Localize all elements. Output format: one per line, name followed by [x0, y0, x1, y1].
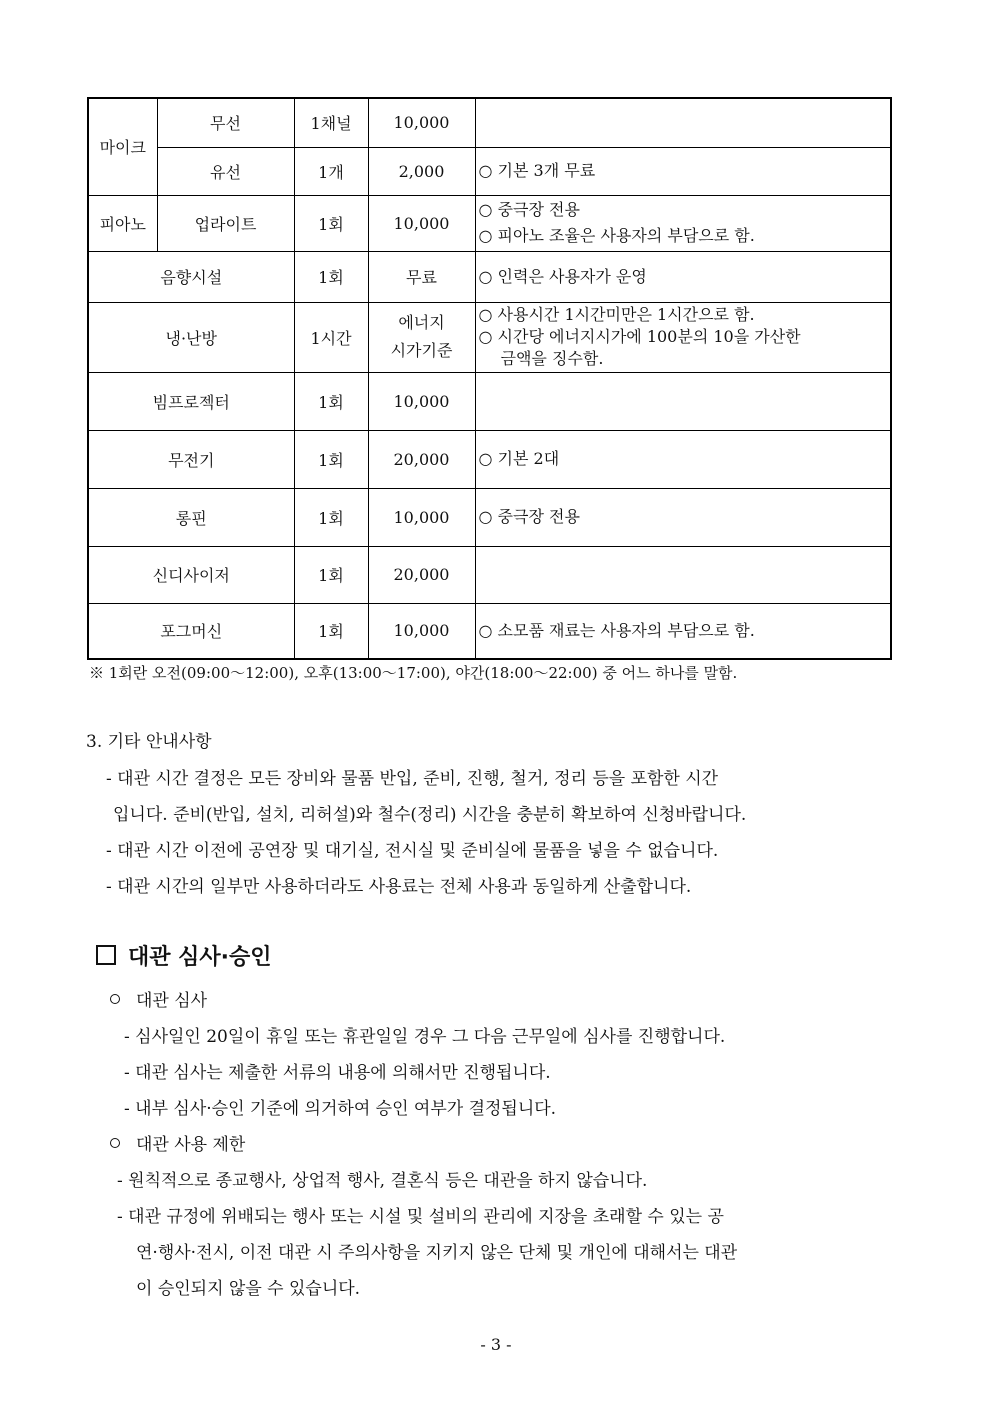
- note-line: ○ 사용시간 1시간미만은 1시간으로 함.: [478, 305, 755, 324]
- item-cell: 냉·난방: [88, 302, 294, 372]
- subheading-text: 대관 심사: [136, 991, 208, 1011]
- table-row: [88, 302, 891, 372]
- section-heading: 3. 기타 안내사항: [86, 732, 212, 752]
- paragraph-line: - 원칙적으로 종교행사, 상업적 행사, 결혼식 등은 대관을 하지 않습니다.: [117, 1171, 648, 1191]
- note-line: ○ 중극장 전용: [478, 200, 580, 219]
- table-row: [88, 195, 891, 251]
- unit-cell: 1회: [294, 430, 368, 488]
- note-cell: [475, 430, 891, 488]
- price-cell: 10,000: [368, 603, 475, 659]
- note-cell: [475, 488, 891, 546]
- unit-cell: 1회: [294, 251, 368, 302]
- price-cell: 10,000: [368, 195, 475, 251]
- price-cell: 무료: [368, 251, 475, 302]
- unit-cell: 1회: [294, 372, 368, 430]
- note-cell: [475, 147, 891, 195]
- note-cell: [475, 372, 891, 430]
- price-cell: 10,000: [368, 372, 475, 430]
- note-cell: [475, 195, 891, 251]
- note-line: ○ 기본 3개 무료: [478, 161, 596, 180]
- category-cell: 피아노: [88, 195, 157, 251]
- paragraph-line: - 심사일인 20일이 휴일 또는 휴관일일 경우 그 다음 근무일에 심사를 진행합니다.: [124, 1027, 726, 1047]
- item-cell: 음향시설: [88, 251, 294, 302]
- section-title-text: 대관 심사·승인: [128, 945, 272, 970]
- item-cell: 유선: [157, 147, 294, 195]
- note-cell: [475, 603, 891, 659]
- unit-cell: 1개: [294, 147, 368, 195]
- table-row: [88, 372, 891, 430]
- table-row: [88, 147, 891, 195]
- subheading: [110, 986, 207, 1011]
- unit-cell: 1시간: [294, 302, 368, 372]
- section-title: [96, 940, 272, 971]
- unit-cell: 1회: [294, 195, 368, 251]
- paragraph-line: - 대관 시간 결정은 모든 장비와 물품 반입, 준비, 진행, 철거, 정리 등을 포함한 시간: [106, 769, 719, 789]
- table-row: [88, 98, 891, 147]
- price-cell: [368, 302, 475, 372]
- page-number: - 3 -: [480, 1335, 512, 1354]
- circle-bullet-icon: [110, 1138, 120, 1148]
- subheading: [110, 1130, 245, 1155]
- table-row: [88, 488, 891, 546]
- note-line: ○ 기본 2대: [478, 449, 560, 468]
- paragraph-line: 입니다. 준비(반입, 설치, 리허설)와 철수(정리) 시간을 충분히 확보하여 신청바랍니다.: [113, 805, 747, 825]
- note-line: ○ 소모품 재료는 사용자의 부담으로 함.: [478, 620, 755, 640]
- price-cell: 10,000: [368, 488, 475, 546]
- equipment-fee-table: [87, 97, 892, 660]
- unit-cell: 1회: [294, 546, 368, 603]
- table-row: [88, 546, 891, 603]
- paragraph-line: 이 승인되지 않을 수 있습니다.: [136, 1279, 361, 1299]
- item-cell: 롱핀: [88, 488, 294, 546]
- price-line: 시가기준: [390, 341, 453, 360]
- paragraph-line: - 내부 심사·승인 기준에 의거하여 승인 여부가 결정됩니다.: [124, 1099, 557, 1119]
- paragraph-line: - 대관 심사는 제출한 서류의 내용에 의해서만 진행됩니다.: [124, 1063, 551, 1083]
- paragraph-line: - 대관 시간 이전에 공연장 및 대기실, 전시실 및 준비실에 물품을 넣을 수 없습니다.: [106, 841, 719, 861]
- item-cell: 무전기: [88, 430, 294, 488]
- table-row: [88, 251, 891, 302]
- price-line: 에너지: [398, 313, 445, 332]
- item-cell: 무선: [157, 98, 294, 147]
- price-cell: 20,000: [368, 546, 475, 603]
- table-row: [88, 603, 891, 659]
- note-cell: [475, 302, 891, 372]
- unit-cell: 1회: [294, 603, 368, 659]
- checkbox-square-icon: [96, 945, 116, 965]
- subheading-text: 대관 사용 제한: [136, 1135, 246, 1155]
- table-footnote: ※ 1회란 오전(09:00～12:00), 오후(13:00～17:00), 야간(18:00～22:00) 중 어느 하나를 말함.: [89, 664, 738, 682]
- item-cell: 빔프로젝터: [88, 372, 294, 430]
- note-cell: [475, 98, 891, 147]
- note-line: 금액을 징수함.: [500, 349, 604, 368]
- note-cell: [475, 546, 891, 603]
- price-cell: 20,000: [368, 430, 475, 488]
- price-cell: 10,000: [368, 98, 475, 147]
- note-cell: [475, 251, 891, 302]
- note-line: ○ 중극장 전용: [478, 507, 580, 526]
- unit-cell: 1채널: [294, 98, 368, 147]
- price-cell: 2,000: [368, 147, 475, 195]
- note-line: ○ 인력은 사용자가 운영: [478, 266, 647, 286]
- note-line: ○ 시간당 에너지시가에 100분의 10을 가산한: [478, 327, 801, 346]
- circle-bullet-icon: [110, 994, 120, 1004]
- table-row: [88, 430, 891, 488]
- unit-cell: 1회: [294, 488, 368, 546]
- paragraph-line: - 대관 시간의 일부만 사용하더라도 사용료는 전체 사용과 동일하게 산출합니다.: [106, 877, 692, 897]
- paragraph-line: 연·행사·전시, 이전 대관 시 주의사항을 지키지 않은 단체 및 개인에 대해서는 대관: [136, 1243, 738, 1263]
- item-cell: 포그머신: [88, 603, 294, 659]
- category-cell: 마이크: [88, 98, 157, 195]
- item-cell: 신디사이저: [88, 546, 294, 603]
- paragraph-line: - 대관 규정에 위배되는 행사 또는 시설 및 설비의 관리에 지장을 초래할 수 있는 공: [117, 1207, 724, 1227]
- note-line: ○ 피아노 조율은 사용자의 부담으로 함.: [478, 226, 755, 245]
- item-cell: 업라이트: [157, 195, 294, 251]
